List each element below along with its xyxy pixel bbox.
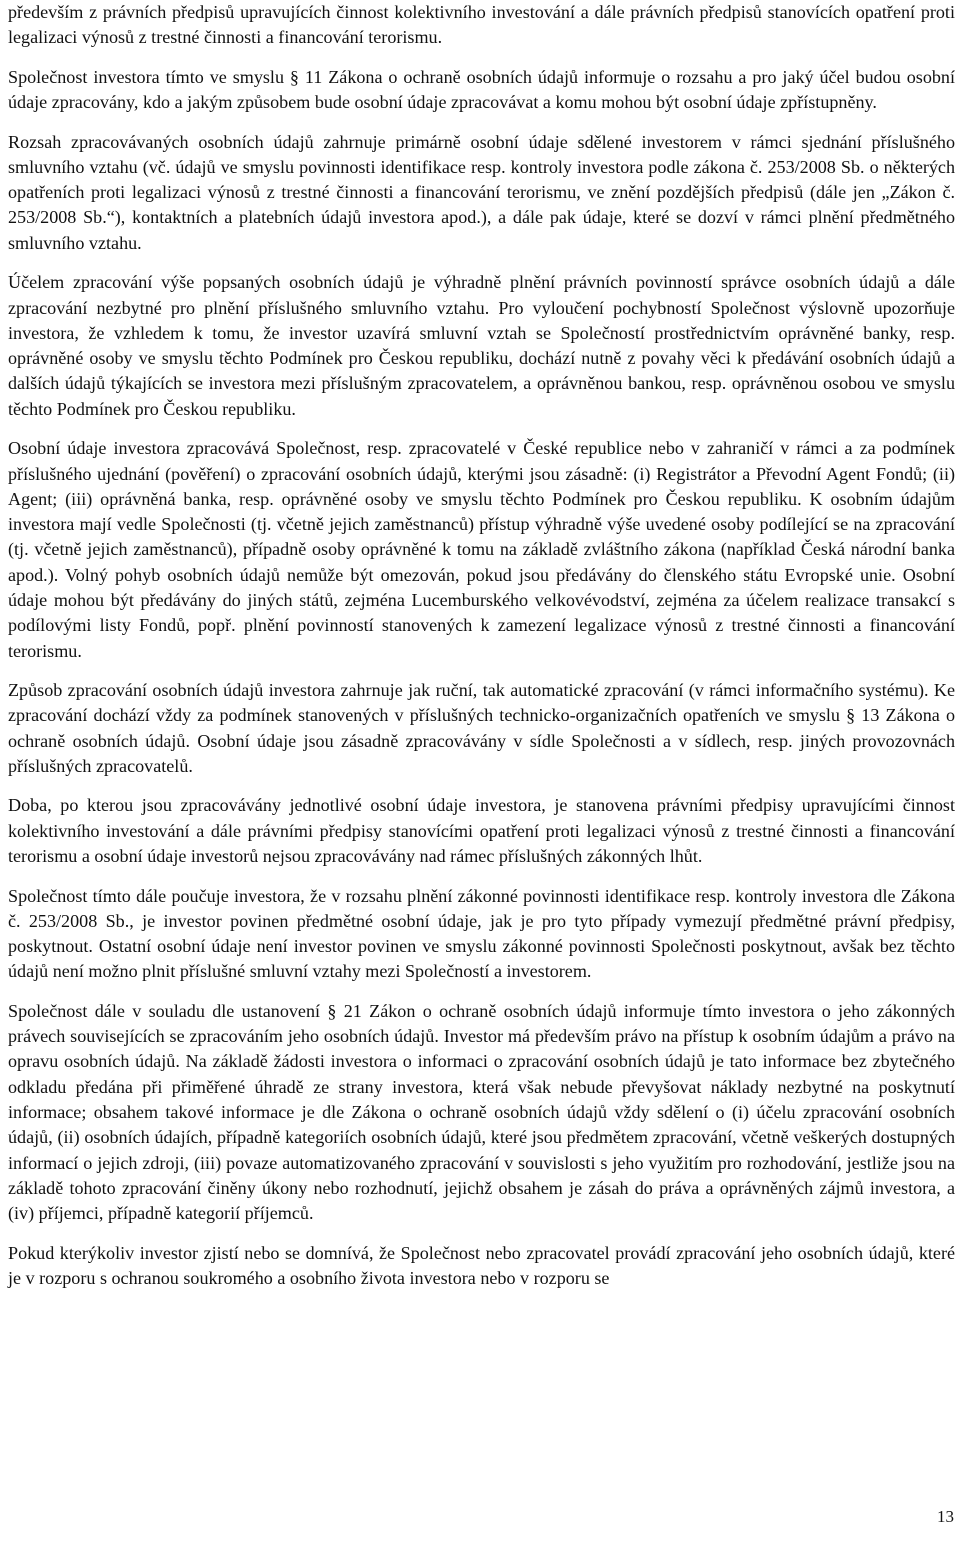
paragraph-continuation: především z právních předpisů upravujících činnost kolektivního investování a dále právních předpisů stanovících opatření proti legalizaci výnosů z trestné činnosti a financování terorismu. <box>8 2 955 48</box>
paragraph-processors: Osobní údaje investora zpracovává Společnost, resp. zpracovatelé v České republice nebo v zahraničí v rámci a za podmínek příslušného ujednání (pověření) o zpracování osobních údajů, kterými jsou zásadně: (i) Registrátor a Převodní Agent Fondů; (ii) Agent; (iii) oprávněná banka, resp. oprávněné osoby ve smyslu těchto Podmínek pro Českou republiku. K osobním údajům investora mají vedle Společnosti (tj. včetně jejich zaměstnanců) přístup výhradně výše uvedené osoby podílející se na zpracování (tj. včetně jejich zaměstnanců), případně osoby oprávněné k tomu na základě zvláštního zákona (například Česká národní banka apod.). Volný pohyb osobních údajů nemůže být omezován, pokud jsou předávány do členského státu Evropské unie. Osobní údaje mohou být předávány do jiných států, zejména Lucemburského velkovévodství, zejména za účelem realizace transakcí s podílovými listy Fondů, popř. plnění povinností stanovených k zamezení legalizace výnosů z trestné činnosti a financování terorismu. <box>8 438 955 661</box>
paragraph-purpose-notice: Společnost investora tímto ve smyslu § 11 Zákona o ochraně osobních údajů informuje o rozsahu a pro jaký účel budou osobní údaje zpracovány, kdo a jakým způsobem bude osobní údaje zpracovávat a komu mohou být osobní údaje zpřístupněny. <box>8 66 955 113</box>
paragraph-obligation-to-provide: Společnost tímto dále poučuje investora, že v rozsahu plnění zákonné povinnosti identifikace resp. kontroly investora dle Zákona č. 253/2008 Sb., je investor povinen předmětné osobní údaje, jak je pro tyto případy vymezují předmětné právní předpisy, poskytnout. Ostatní osobní údaje není investor povinen ve smyslu zákonné povinnosti Společnosti poskytnout, avšak bez těchto údajů není možno plnit příslušné smluvní vztahy mezi Společností a investorem. <box>8 885 955 982</box>
paragraph-processing-method: Způsob zpracování osobních údajů investora zahrnuje jak ruční, tak automatické zpracování (v rámci informačního systému). Ke zpracování dochází vždy za podmínek stanovených v příslušných technicko-organizačních opatřeních ve smyslu § 13 Zákona o ochraně osobních údajů. Osobní údaje jsou zásadně zpracovávány v sídle Společnosti a v sídlech, resp. jiných provozovnách příslušných zpracovatelů. <box>8 680 955 776</box>
paragraph-data-scope: Rozsah zpracovávaných osobních údajů zahrnuje primárně osobní údaje sdělené investorem v rámci sjednání příslušného smluvního vztahu (vč. údajů ve smyslu povinnosti identifikace resp. kontroly investora podle zákona č. 253/2008 Sb. o některých opatřeních proti legalizaci výnosů z trestné činnosti a financování terorismu, ve znění pozdějších předpisů (dále jen „Zákon č. 253/2008 Sb.“), kontaktních a platebních údajů investora apod.), a dále pak údaje, které se dozví v rámci plnění předmětného smluvního vztahu. <box>8 131 955 253</box>
paragraph-processing-purpose: Účelem zpracování výše popsaných osobních údajů je výhradně plnění právních povinností správce osobních údajů a dále zpracování nezbytné pro plnění příslušného smluvního vztahu. Pro vyloučení pochybností Společnost výslovně upozorňuje investora, že vzhledem k tomu, že investor uzavírá smluvní vztah se Společností prostřednictvím oprávněné banky, resp. oprávněné osoby ve smyslu těchto Podmínek pro Českou republiku, dochází nutně z povahy věci k předávání osobních údajů a dalších údajů týkajících se investora mezi příslušným zpracovatelem, a oprávněnou bankou, resp. oprávněnou osobou ve smyslu těchto Podmínek pro Českou republiku. <box>8 272 955 419</box>
document-body <box>8 0 955 1306</box>
paragraph-complaint: Pokud kterýkoliv investor zjistí nebo se domnívá, že Společnost nebo zpracovatel provádí zpracování jeho osobních údajů, které je v rozporu s ochranou soukromého a osobního života investora nebo v rozporu se <box>8 1242 955 1289</box>
paragraph-retention-period: Doba, po kterou jsou zpracovávány jednotlivé osobní údaje investora, je stanovena právními předpisy upravujícími činnost kolektivního investování a dále právními předpisy stanovícími opatření proti legalizaci výnosů z trestné činnosti a financování terorismu a osobní údaje investorů nejsou zpracovávány nad rámec příslušných zákonných lhůt. <box>8 795 955 867</box>
page-number: 13 <box>937 1507 954 1526</box>
paragraph-investor-rights: Společnost dále v souladu dle ustanovení § 21 Zákon o ochraně osobních údajů informuje tímto investora o jeho zákonných právech souvisejících se zpracováním jeho osobních údajů. Investor má především právo na přístup k osobním údajům a právo na opravu osobních údajů. Na základě žádosti investora o informaci o zpracování osobních údajů je tato informace bez zbytečného odkladu předána při přiměřené úhradě ze strany investora, která však nebude převyšovat náklady nezbytné na poskytnutí informace; obsahem takové informace je dle Zákona o ochraně osobních údajů vždy sdělení o (i) účelu zpracování osobních údajů, (ii) osobních údajích, případně kategoriích osobních údajů, které jsou předmětem zpracování, včetně veškerých dostupných informací o jejich zdroji, (iii) povaze automatizovaného zpracování v souvislosti s jeho využitím pro rozhodování, jestliže jsou na základě tohoto zpracování činěny úkony nebo rozhodnutí, jejichž obsahem je zásah do práva a oprávněných zájmů investora, a (iv) příjemci, případně kategorií příjemců. <box>8 1000 955 1224</box>
